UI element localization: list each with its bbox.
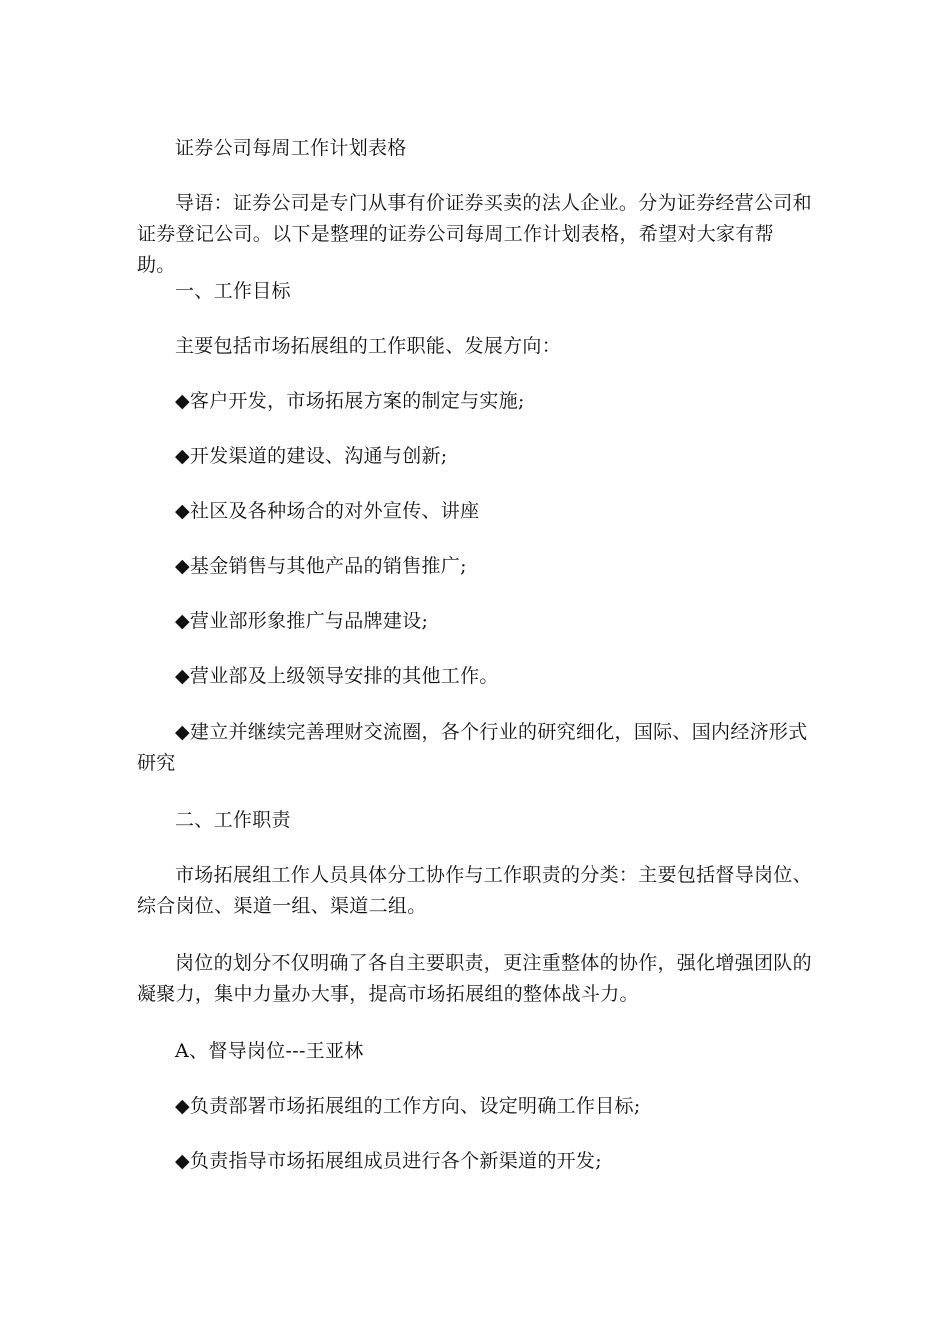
document-title: 证券公司每周工作计划表格: [175, 137, 407, 159]
duties-paragraph-1: 市场拓展组工作人员具体分工协作与工作职责的分类：主要包括督导岗位、综合岗位、渠道一组、渠道二组。: [137, 864, 812, 917]
supervisor-duty-1: ◆负责部署市场拓展组的工作方向、设定明确工作目标;: [175, 1095, 641, 1117]
section-heading-work-goals: 一、工作目标: [175, 280, 291, 302]
goal-item-5: ◆营业部形象推广与品牌建设;: [175, 610, 429, 632]
section-heading-work-duties: 二、工作职责: [175, 809, 291, 831]
duties-paragraph-2: 岗位的划分不仅明确了各自主要职责，更注重整体的协作，强化增强团队的凝聚力，集中力量办大事，提高市场拓展组的整体战斗力。: [137, 952, 812, 1005]
subsection-heading-supervisor: A、督导岗位---王亚林: [175, 1040, 364, 1062]
supervisor-duty-2: ◆负责指导市场拓展组成员进行各个新渠道的开发;: [175, 1150, 602, 1172]
goal-item-3: ◆社区及各种场合的对外宣传、讲座: [175, 500, 480, 522]
goal-item-7: ◆建立并继续完善理财交流圈，各个行业的研究细化，国际、国内经济形式研究: [137, 721, 808, 774]
goal-item-4: ◆基金销售与其他产品的销售推广;: [175, 555, 467, 577]
goal-item-2: ◆开发渠道的建设、沟通与创新;: [175, 445, 448, 467]
goals-intro-paragraph: 主要包括市场拓展组的工作职能、发展方向：: [175, 335, 562, 357]
goal-item-1: ◆客户开发，市场拓展方案的制定与实施;: [175, 390, 525, 412]
intro-paragraph: 导语：证券公司是专门从事有价证券买卖的法人企业。分为证券经营公司和证券登记公司。以下是整理的证券公司每周工作计划表格，希望对大家有帮助。: [137, 192, 812, 276]
goal-item-6: ◆营业部及上级领导安排的其他工作。: [175, 665, 499, 687]
